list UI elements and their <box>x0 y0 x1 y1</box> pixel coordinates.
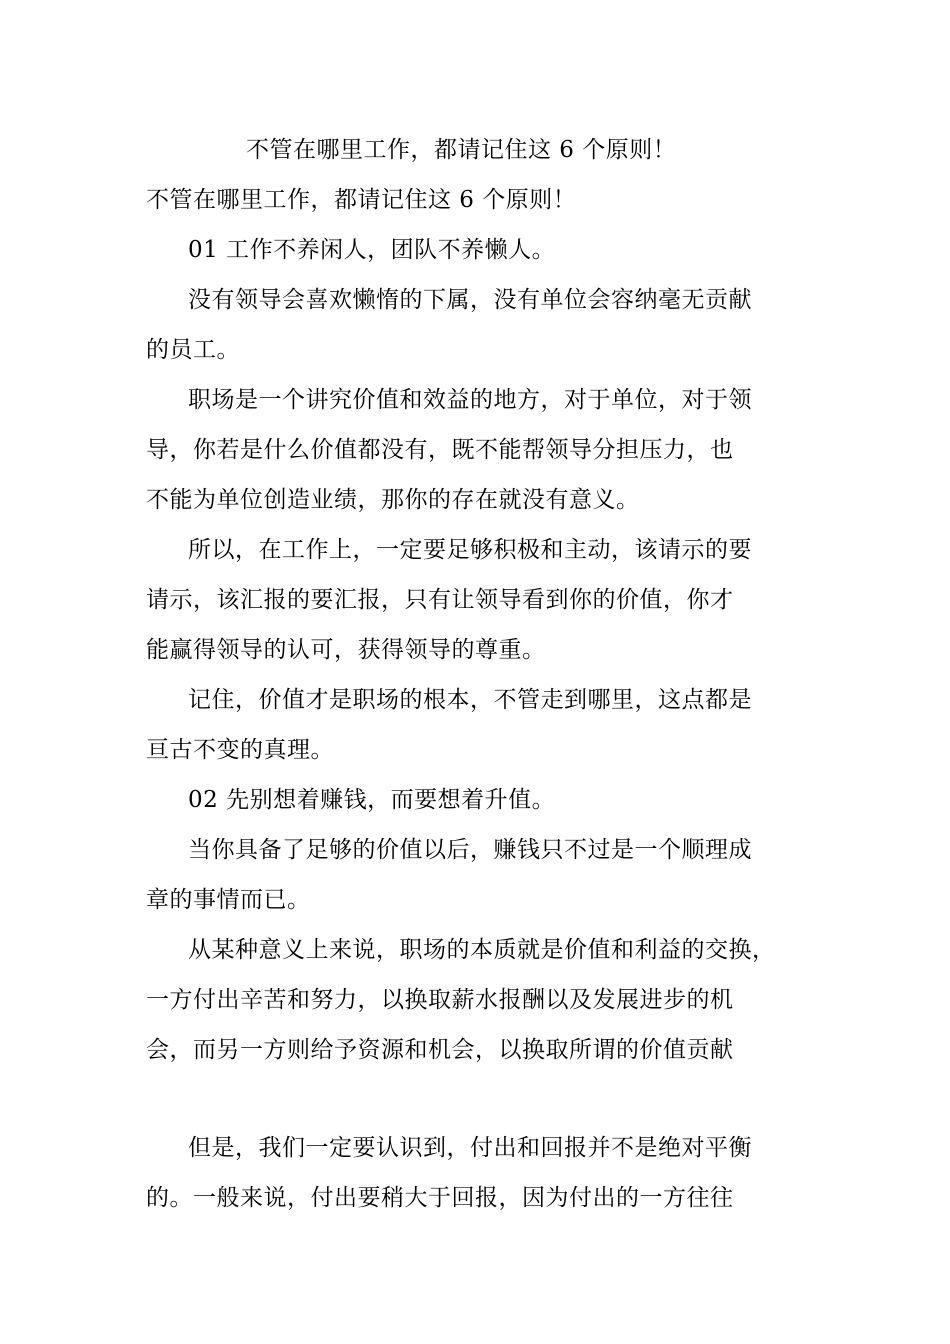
section-heading-01: 01 工作不养闲人，团队不养懒人。 <box>188 237 556 263</box>
text-line-3: 没有领导会喜欢懒惰的下属，没有单位会容纳毫无贡献 <box>188 287 752 313</box>
text-line-17: 一方付出辛苦和努力，以换取薪水报酬以及发展进步的机 <box>146 987 734 1013</box>
text-line-4: 的员工。 <box>146 337 240 363</box>
section-heading-02: 02 先别想着赚钱，而要想着升值。 <box>188 787 556 813</box>
text-line-6: 导，你若是什么价值都没有，既不能帮领导分担压力，也 <box>146 437 734 463</box>
text-line-18: 会，而另一方则给予资源和机会，以换取所谓的价值贡献 <box>146 1037 734 1063</box>
text-line-9: 请示，该汇报的要汇报，只有让领导看到你的价值，你才 <box>146 587 734 613</box>
text-line-16: 从某种意义上来说，职场的本质就是价值和利益的交换， <box>188 937 776 963</box>
text-line-12: 亘古不变的真理。 <box>146 737 334 763</box>
text-line-7: 不能为单位创造业绩，那你的存在就没有意义。 <box>146 487 640 513</box>
text-line-19: 但是，我们一定要认识到，付出和回报并不是绝对平衡 <box>188 1135 752 1161</box>
text-line-15: 章的事情而已。 <box>146 887 311 913</box>
text-line-1: 不管在哪里工作，都请记住这 6 个原则！ <box>146 187 577 213</box>
text-line-14: 当你具备了足够的价值以后，赚钱只不过是一个顺理成 <box>188 837 752 863</box>
text-line-20: 的。一般来说，付出要稍大于回报，因为付出的一方往往 <box>146 1185 734 1211</box>
text-line-10: 能赢得领导的认可，获得领导的尊重。 <box>146 637 546 663</box>
text-line-8: 所以，在工作上，一定要足够积极和主动，该请示的要 <box>188 537 752 563</box>
text-line-5: 职场是一个讲究价值和效益的地方，对于单位，对于领 <box>188 387 752 413</box>
page-title: 不管在哪里工作，都请记住这 6 个原则！ <box>246 137 677 163</box>
text-line-11: 记住，价值才是职场的根本，不管走到哪里，这点都是 <box>188 687 752 713</box>
